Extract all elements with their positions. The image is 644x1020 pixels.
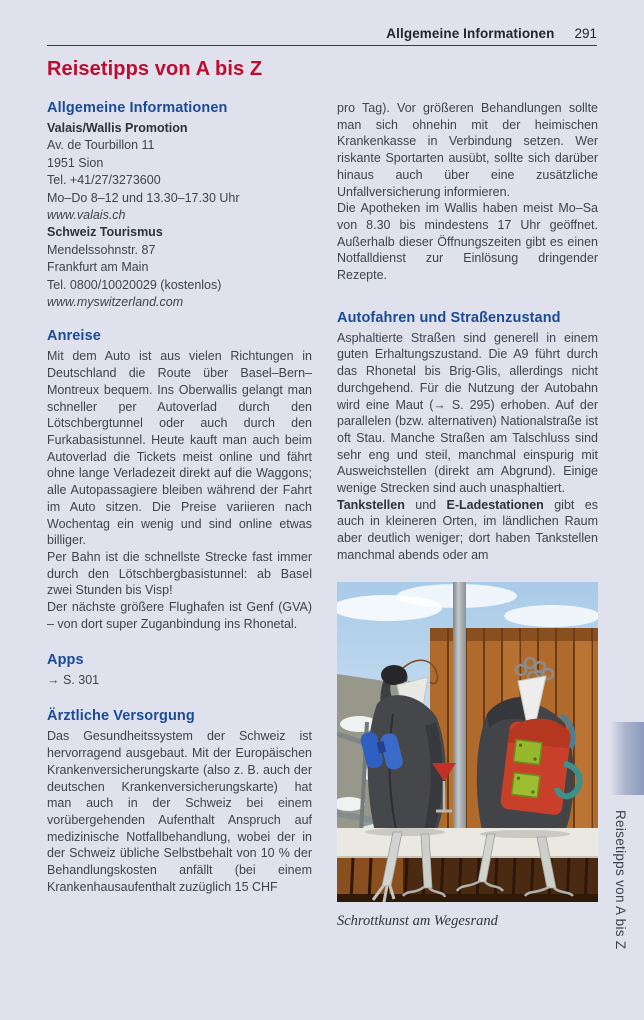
contact-website: www.myswitzerland.com bbox=[47, 295, 184, 310]
contact-address-line: Av. de Tourbillon 11 bbox=[47, 138, 155, 153]
header-section-title: Allgemeine Informationen bbox=[386, 26, 555, 41]
paragraph: pro Tag). Vor größeren Behandlungen sollte man sich ohnehin mit der heimischen Krankenkasse in Verbindung setzen. Wer riskante Sportarten ausübt, sollte sich darüber hinaus auch über eine zusätzliche Unfallversicherung informieren. bbox=[337, 101, 598, 199]
section-anreise bbox=[47, 328, 312, 632]
paragraph: Mit dem Auto ist aus vielen Richtungen in Deutschland die Route über Basel–Bern–Montreux bequem. Ins Oberwallis gelangt man schneller per Autoverlad durch den Lötschbergtunnel oder auch durch den Furkabasistunnel. Heute kauft man auch beim Autoverlad die Tickets meist online und fährt ohne lange Verladezeit direkt auf die Waggons; alle Autopassagiere bleiben während der Fahrt im Auto sitzen. Die Preise variieren nach Wochentag ein wenig und sind online etwas billiger. bbox=[47, 349, 312, 548]
contact-phone: Tel. 0800/10020029 (kostenlos) bbox=[47, 277, 222, 292]
section-allgemeine-informationen bbox=[47, 100, 312, 311]
bold-term-e-ladestationen: E-Ladestationen bbox=[446, 497, 544, 512]
page-header bbox=[47, 26, 597, 46]
text-run: gibt es auch in kleineren Orten, im ländlichen Raum aber deutlich weniger; dort haben Tankstellen manchmal abends oder am bbox=[337, 497, 598, 562]
contact-address-line: 1951 Sion bbox=[47, 155, 104, 170]
section-heading-apps: Apps bbox=[47, 652, 84, 669]
paragraph: Die Apotheken im Wallis haben meist Mo–Sa von 8.30 bis mindestens 17 Uhr geöffnet. Außerhalb dieser Öffnungszeiten gibt es einen Notfalldienst zur Einlösung dringender Rezepte. bbox=[337, 201, 598, 283]
paragraph-tankstellen bbox=[337, 497, 598, 564]
contact-website: www.valais.ch bbox=[47, 208, 126, 223]
text-run: und bbox=[404, 497, 447, 512]
section-aerztliche-versorgung bbox=[47, 708, 312, 895]
contact-phone: Tel. +41/27/3273600 bbox=[47, 173, 161, 188]
side-tab-label: Reisetipps von A bis Z bbox=[613, 810, 628, 950]
contact-address-line: Mendelssohnstr. 87 bbox=[47, 242, 156, 257]
contact-address-line: Frankfurt am Main bbox=[47, 260, 149, 275]
page-title: Reisetipps von A bis Z bbox=[47, 58, 263, 80]
side-tab-marker bbox=[610, 722, 644, 795]
paragraph: Der nächste größere Flughafen ist Genf (GVA) – von dort super Zuganbindung ins Rhonetal. bbox=[47, 600, 312, 631]
section-heading-anreise: Anreise bbox=[47, 328, 101, 345]
column-right bbox=[337, 100, 598, 930]
page-cross-reference: → S. 301 bbox=[47, 673, 100, 688]
section-heading-aerztliche-versorgung: Ärztliche Versorgung bbox=[47, 708, 195, 725]
section-heading-allgemeine-informationen: Allgemeine Informationen bbox=[47, 100, 228, 116]
contact-name: Schweiz Tourismus bbox=[47, 225, 163, 240]
paragraph: Asphaltierte Straßen sind generell in einem guten Erhaltungszustand. Die A9 führt durch das Rhonetal bis Brig-Glis, allerdings nicht durchgehend. Für die Nutzung der Autobahn wird eine Maut (→ S. 295) erhoben. Auf der parallelen (bzw. alternativen) Nationalstraße ist oft Stau. Manche Straßen am Talschluss sind sehr eng und steil, manchmal einspurig mit Ausweichstellen (direkt am Abgrund). Einige wenige Strecken sind auch unasphaltiert. bbox=[337, 330, 598, 496]
photo-schrottkunst bbox=[337, 582, 598, 902]
paragraph: Per Bahn ist die schnellste Strecke fast immer durch den Lötschbergbasistunnel: ab Basel zwei Stunden bis Visp! bbox=[47, 549, 312, 598]
header-page-number: 291 bbox=[574, 26, 597, 41]
column-left bbox=[47, 100, 312, 911]
bold-term-tankstellen: Tankstellen bbox=[337, 497, 405, 512]
paragraph: Das Gesundheitssystem der Schweiz ist hervorragend ausgebaut. Mit der Europäischen Krankenversicherungskarte (also z. B. auch der deutschen Krankenversicherungskarte) hat man auch in der Schweiz bei einem vorübergehenden Aufenthalt Anspruch auf medizinische Notfallbehandlung, wobei der in der Schweiz übliche Selbstbehalt von 10 % der Behandlungskosten anfällt (bei einem Krankenhausaufenthalt zuzüglich 15 CHF bbox=[47, 729, 312, 894]
contact-hours: Mo–Do 8–12 und 13.30–17.30 Uhr bbox=[47, 190, 240, 205]
section-heading-autofahren: Autofahren und Straßenzustand bbox=[337, 309, 561, 326]
photo-schrottkunst-illustration bbox=[337, 582, 598, 902]
photo-caption: Schrottkunst am Wegesrand bbox=[337, 912, 498, 929]
contact-name: Valais/Wallis Promotion bbox=[47, 121, 188, 135]
section-apps bbox=[47, 652, 312, 689]
section-autofahren bbox=[337, 310, 598, 564]
